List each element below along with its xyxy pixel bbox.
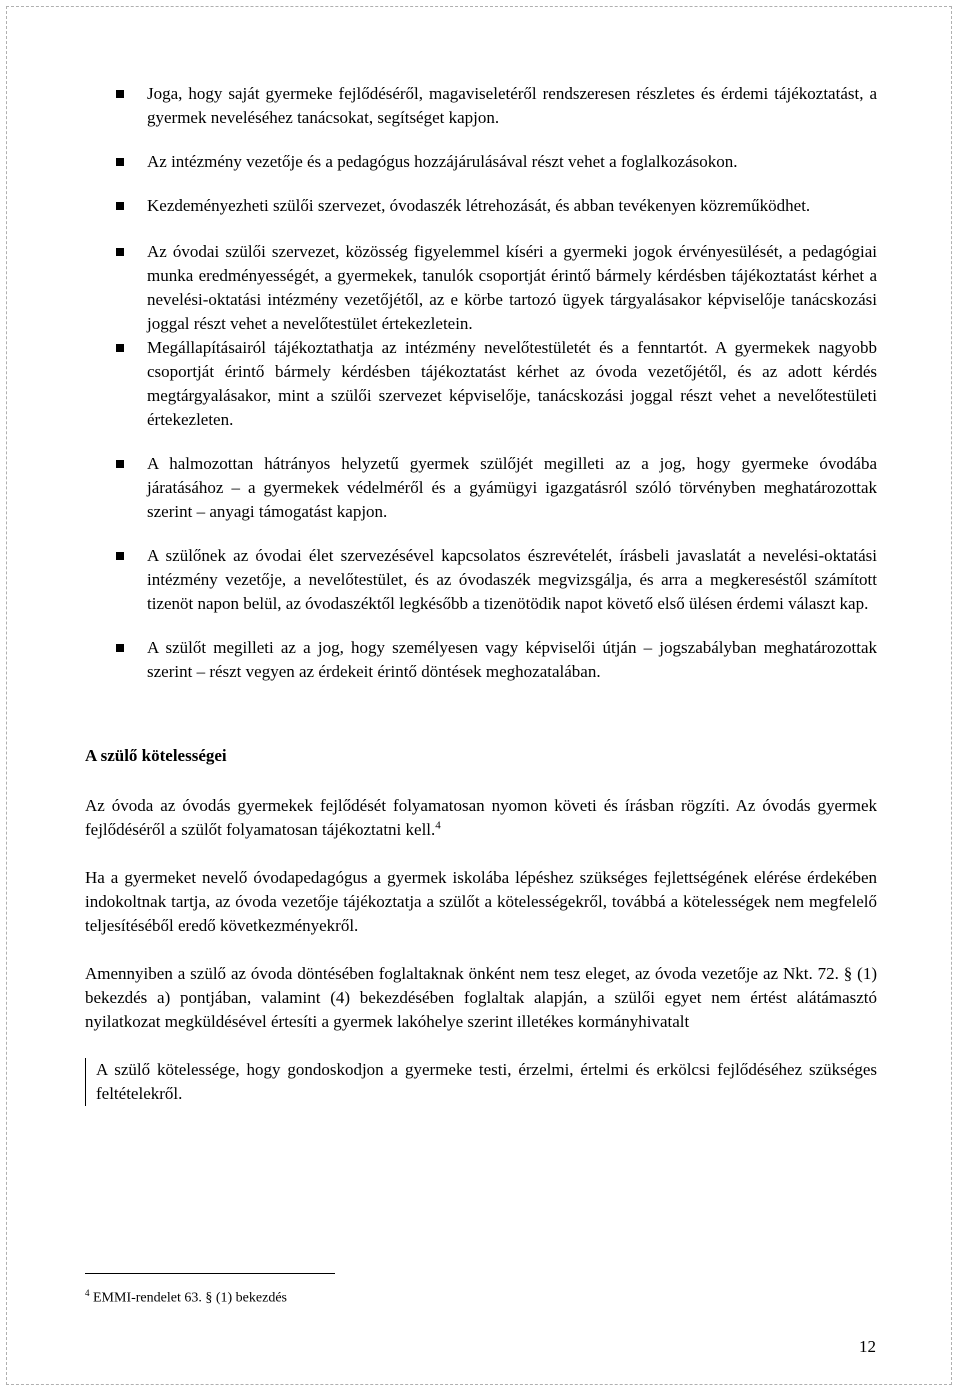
- bullet-item: [85, 240, 877, 336]
- paragraph: Amennyiben a szülő az óvoda döntésében foglaltaknak önként nem tesz eleget, az óvoda vezetője az Nkt. 72. § (1) bekezdés a) pontjában, valamint (4) bekezdésében foglaltak alapján, a szülői egyet nem értést alátámasztó nyilatkozat megküldésével értesíti a gyermek lakóhelye szerint illetékes kormányhivatalt: [85, 964, 877, 1031]
- bullet-item: [85, 194, 877, 218]
- bullet-text: Az intézmény vezetője és a pedagógus hozzájárulásával részt vehet a foglalkozásokon.: [147, 152, 738, 171]
- footnote: [85, 1284, 287, 1308]
- footnote-separator: [85, 1273, 335, 1274]
- square-bullet-icon: [116, 248, 124, 256]
- square-bullet-icon: [116, 344, 124, 352]
- bullet-item: [85, 82, 877, 130]
- bullet-item: [85, 636, 877, 684]
- document-body: [85, 82, 877, 1106]
- bullet-item: [85, 150, 877, 174]
- section-title: A szülő kötelességei: [85, 746, 227, 765]
- footnote-text: EMMI-rendelet 63. § (1) bekezdés: [89, 1290, 287, 1306]
- page-number: 12: [859, 1337, 876, 1356]
- square-bullet-icon: [116, 158, 124, 166]
- bullet-item: [85, 544, 877, 616]
- bullet-item: [85, 452, 877, 524]
- bullet-text: Joga, hogy saját gyermeke fejlődéséről, magaviseletéről rendszeresen részletes és érdemi tájékoztatást, a gyermek neveléséhez tanácsokat, segítséget kapjon.: [147, 84, 877, 127]
- rights-bullet-list: [85, 82, 877, 684]
- bullet-text: Megállapításairól tájékoztathatja az intézmény nevelőtestületét és a fenntartót. A gyermekek nagyobb csoportját érintő bármely kérdésben tájékoztatást kérhet az óvoda vezetőjétől, és az adott kérdés megtárgyalásakor, mint a szülői szervezet képviselője, tanácskozási joggal részt vehet a nevelőtestületi értekezleten.: [147, 338, 877, 429]
- bullet-text: A szülőnek az óvodai élet szervezésével kapcsolatos észrevételét, írásbeli javaslatát a nevelési-oktatási intézmény vezetője, a nevelőtestület, és az óvodaszék megvizsgálja, és arra a megkereséstől számított tizenöt napon belül, az óvodaszéktől legkésőbb a tizenötödik napot követő első ülésen érdemi választ kap.: [147, 546, 877, 613]
- square-bullet-icon: [116, 552, 124, 560]
- square-bullet-icon: [116, 202, 124, 210]
- bullet-text: A szülőt megilleti az a jog, hogy személyesen vagy képviselői útján – jogszabályban meghatározottak szerint – részt vegyen az érdekeit érintő döntések meghozatalában.: [147, 638, 877, 681]
- square-bullet-icon: [116, 90, 124, 98]
- paragraph-text: Az óvoda az óvodás gyermekek fejlődését folyamatosan nyomon követi és írásban rögzíti. Az óvodás gyermek fejlődéséről a szülőt folyamatosan tájékoztatni kell.: [85, 796, 877, 839]
- bullet-text: A halmozottan hátrányos helyzetű gyermek szülőjét megilleti az a jog, hogy gyermeke óvodába járatásához – a gyermekek védelméről és a gyámügyi igazgatásról szóló törvényben meghatározottak szerint – anyagi támogatást kapjon.: [147, 454, 877, 521]
- square-bullet-icon: [116, 460, 124, 468]
- bullet-item: [85, 336, 877, 432]
- paragraph: [85, 794, 877, 842]
- paragraph: Ha a gyermeket nevelő óvodapedagógus a gyermek iskolába lépéshez szükséges fejlettségének elérése érdekében indokoltnak tartja, az óvoda vezetője tájékoztatja a szülőt a kötelességekről, továbbá a kötelességek nem megfelelő teljesítéséből eredő következményekről.: [85, 868, 877, 935]
- footnote-number: 4: [85, 1288, 90, 1298]
- footnote-reference: 4: [435, 819, 441, 832]
- bullet-text: Kezdeményezheti szülői szervezet, óvodaszék létrehozását, és abban tevékenyen közreműködhet.: [147, 196, 811, 215]
- bullet-text: Az óvodai szülői szervezet, közösség figyelemmel kíséri a gyermeki jogok érvényesülését, a pedagógiai munka eredményességét, a gyermekek, tanulók csoportját érintő bármely kérdésben tájékoztatást kérhet a nevelési-oktatási intézmény vezetőjétől, az e körbe tartozó ügyek tárgyalásakor képviselője tanácskozási joggal részt vehet a nevelőtestület értekezletein.: [147, 242, 877, 333]
- square-bullet-icon: [116, 644, 124, 652]
- bordered-paragraph: A szülő kötelessége, hogy gondoskodjon a gyermeke testi, érzelmi, értelmi és erkölcsi fejlődéséhez szükséges feltételekről.: [85, 1058, 877, 1106]
